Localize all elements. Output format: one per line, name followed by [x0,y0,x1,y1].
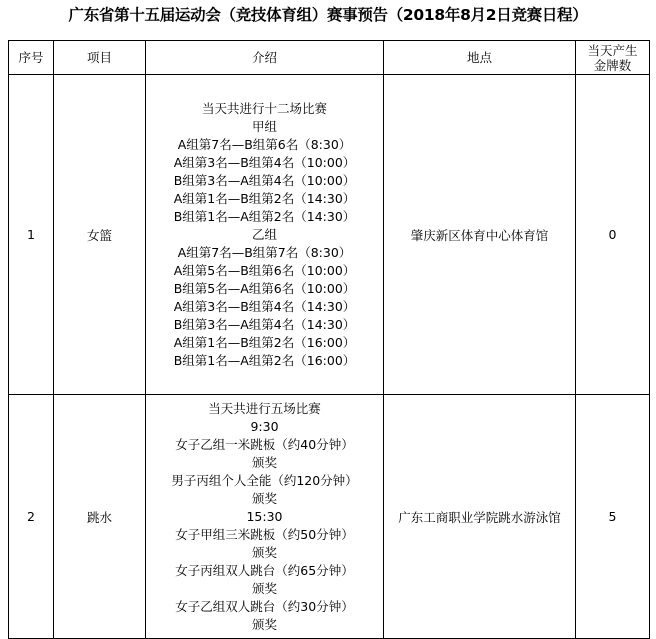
cell-event: 跳水 [54,395,146,639]
intro-line: B组第1名—A组第2名（16:00） [173,352,356,368]
intro-line: 女子甲组三米跳板（约50分钟） [175,526,354,542]
intro-line: A组第7名—B组第7名（8:30） [177,244,352,260]
page-title: 广东省第十五届运动会（竞技体育组）赛事预告（2018年8月2日竞赛日程） [68,6,588,24]
cell-venue: 肇庆新区体育中心体育馆 [384,75,576,395]
intro-line: A组第3名—B组第4名（14:30） [173,298,356,314]
table-row [9,75,650,395]
header-event: 项目 [54,41,146,75]
intro-lines [146,400,383,634]
intro-line: A组第7名—B组第6名（8:30） [177,136,352,152]
intro-line: A组第1名—B组第2名（16:00） [173,334,356,350]
cell-no: 1 [9,75,54,395]
intro-line: 男子丙组个人全能（约120分钟） [171,472,358,488]
intro-line: 颁奖 [251,454,277,470]
intro-line: A组第5名—B组第6名（10:00） [173,262,356,278]
intro-line: 15:30 [246,508,283,524]
intro-line: 当天共进行十二场比赛 [201,100,327,116]
intro-line: 女子乙组双人跳台（约30分钟） [175,598,354,614]
intro-line: A组第1名—B组第2名（14:30） [173,190,356,206]
intro-line: 甲组 [251,118,277,134]
intro-line: 颁奖 [251,580,277,596]
intro-line: 女子乙组一米跳板（约40分钟） [175,436,354,452]
cell-medals: 5 [576,395,650,639]
intro-line: 乙组 [251,226,277,242]
intro-line: B组第3名—A组第4名（14:30） [173,316,356,332]
header-intro: 介绍 [146,41,384,75]
intro-line: A组第3名—B组第4名（10:00） [173,154,356,170]
cell-no: 2 [9,395,54,639]
header-medals-line1: 当天产生 [587,42,638,58]
intro-line: B组第5名—A组第6名（10:00） [173,280,356,296]
cell-medals: 0 [576,75,650,395]
cell-venue: 广东工商职业学院跳水游泳馆 [384,395,576,639]
table-row [9,395,650,639]
intro-line: B组第3名—A组第4名（10:00） [173,172,356,188]
header-medals-line2: 金牌数 [593,57,632,73]
schedule-table [8,40,650,639]
header-row [9,41,650,75]
header-venue: 地点 [384,41,576,75]
cell-event: 女篮 [54,75,146,395]
header-medals [576,41,650,75]
intro-line: 9:30 [250,418,279,434]
intro-line: 女子丙组双人跳台（约65分钟） [175,562,354,578]
header-no: 序号 [9,41,54,75]
intro-line: 当天共进行五场比赛 [208,400,321,416]
intro-line: 颁奖 [251,616,277,632]
intro-line: 颁奖 [251,490,277,506]
intro-line: B组第1名—A组第2名（14:30） [173,208,356,224]
intro-line: 颁奖 [251,544,277,560]
cell-intro [146,75,384,395]
cell-intro [146,395,384,639]
